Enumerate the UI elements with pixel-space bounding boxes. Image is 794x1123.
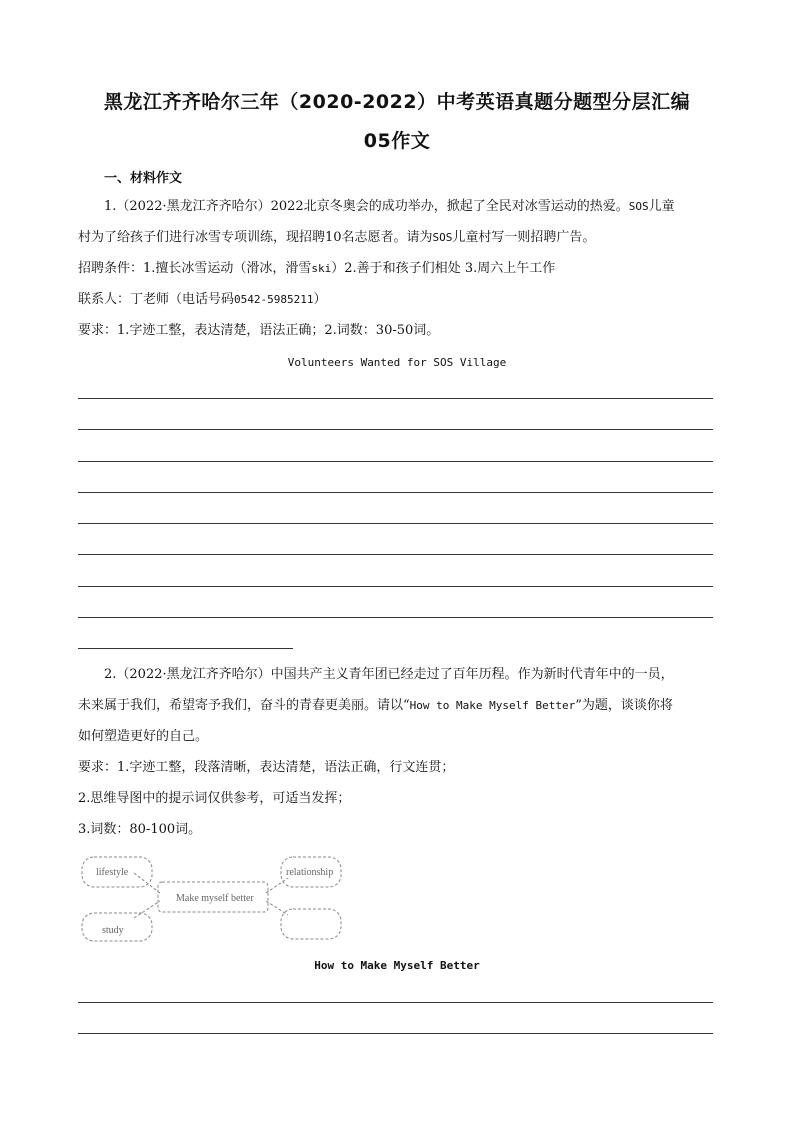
answer-line bbox=[78, 398, 713, 399]
q1-line2: 村为了给孩子们进行冰雪专项训练，现招聘10名志愿者。请为SOS儿童村写一则招聘广告。 bbox=[78, 230, 596, 245]
document-title-line1: 黑龙江齐齐哈尔三年（2020-2022）中考英语真题分题型分层汇编 bbox=[103, 91, 691, 113]
mind-map-node-center: Make myself better bbox=[176, 893, 254, 904]
answer-line bbox=[78, 429, 713, 430]
answer-line bbox=[78, 1002, 713, 1003]
answer-line bbox=[78, 586, 713, 587]
mind-map-connector bbox=[266, 878, 288, 893]
mind-map-connector bbox=[134, 901, 160, 918]
answer-line bbox=[78, 523, 713, 524]
answer-line bbox=[78, 492, 713, 493]
q2-line2: 未来属于我们，希望寄予我们，奋斗的青春更美丽。请以“How to Make Myself Better”为题，谈谈你将 bbox=[78, 698, 673, 713]
mind-map bbox=[78, 853, 348, 945]
q1-requirements: 要求：1.字迹工整，表达清楚，语法正确；2.词数：30-50词。 bbox=[78, 323, 440, 338]
q2-requirement-1: 要求：1.字迹工整，段落清晰，表达清楚，语法正确，行文连贯； bbox=[78, 760, 455, 775]
q2-line1: 2.（2022·黑龙江齐齐哈尔）中国共产主义青年团已经走过了百年历程。作为新时代青年中的一员， bbox=[104, 667, 674, 682]
q2-requirement-2: 2.思维导图中的提示词仅供参考，可适当发挥； bbox=[78, 791, 351, 806]
q1-essay-title: Volunteers Wanted for SOS Village bbox=[287, 356, 507, 369]
q1-contact: 联系人：丁老师（电话号码0542-5985211） bbox=[78, 292, 327, 307]
answer-line bbox=[78, 554, 713, 555]
section-heading: 一、材料作文 bbox=[104, 171, 183, 186]
mind-map-node-relationship: relationship bbox=[286, 867, 334, 878]
document-title-line2: 05作文 bbox=[363, 130, 431, 152]
q2-line3: 如何塑造更好的自己。 bbox=[78, 729, 209, 744]
mind-map-connector bbox=[266, 901, 288, 915]
mind-map-node-frame bbox=[281, 909, 341, 939]
answer-line bbox=[78, 461, 713, 462]
mind-map-connector bbox=[134, 873, 160, 893]
q1-line1: 1.（2022·黑龙江齐齐哈尔）2022北京冬奥会的成功举办，掀起了全民对冰雪运动的热爱。SOS儿童 bbox=[104, 199, 675, 214]
mind-map-node-lifestyle: lifestyle bbox=[96, 867, 129, 878]
q2-essay-title: How to Make Myself Better bbox=[314, 959, 480, 972]
answer-line-short bbox=[78, 648, 293, 649]
mind-map-node-study: study bbox=[102, 925, 124, 936]
answer-line bbox=[78, 1033, 713, 1034]
answer-line bbox=[78, 617, 713, 618]
q2-requirement-3: 3.词数：80-100词。 bbox=[78, 822, 202, 837]
q1-conditions: 招聘条件：1.擅长冰雪运动（滑冰，滑雪ski）2.善于和孩子们相处 3.周六上午工作 bbox=[78, 261, 556, 276]
